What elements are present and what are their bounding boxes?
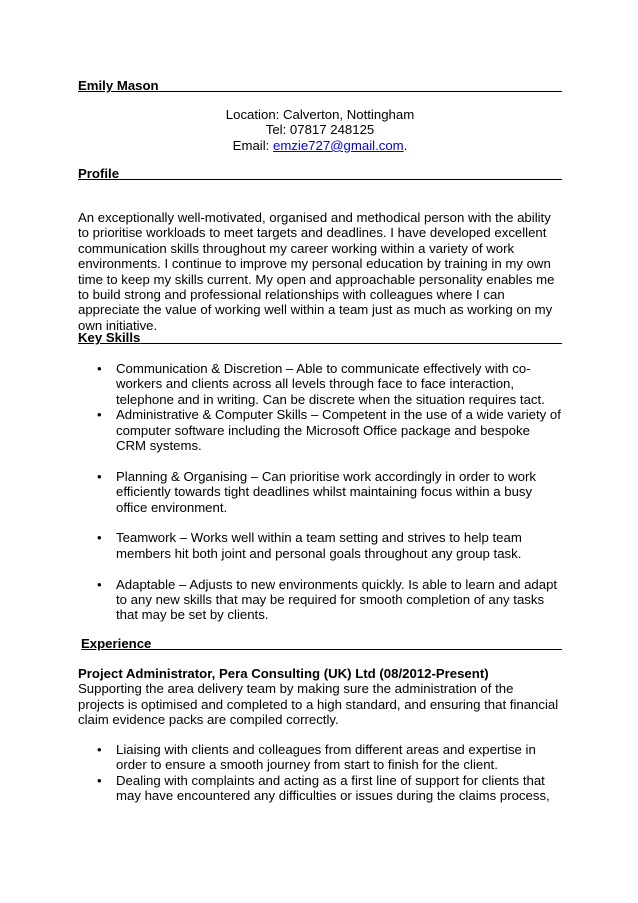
list-item: • Planning & Organising – Can prioritise work accordingly in order to work efficiently towards tight deadlines whilst maintaining focus within a busy office environment.: [78, 469, 562, 515]
location-line: Location: Calverton, Nottingham: [225, 107, 415, 122]
list-item: • Teamwork – Works well within a team setting and strives to help team members hit both joint and personal goals throughout any group task.: [78, 530, 562, 561]
email-suffix: .: [403, 137, 408, 153]
list-spacer: [78, 561, 562, 576]
experience-list: [78, 742, 562, 804]
contact-block: [78, 107, 562, 153]
skills-list: [78, 361, 562, 623]
experience-heading: [78, 636, 562, 651]
name-heading: [78, 78, 562, 93]
list-item: • Liaising with clients and colleagues from different areas and expertise in order to ensure a smooth journey from start to finish for the client.: [78, 742, 562, 773]
skills-heading: [78, 330, 562, 345]
profile-heading-text: Profile: [78, 166, 120, 181]
skills-heading-text: Key Skills: [78, 330, 141, 345]
profile-text: An exceptionally well-motivated, organised and methodical person with the ability to prioritise workloads to meet targets and deadlines. I have developed excellent communication skills throughout my career working within a variety of work environments. I continue to improve my personal education by training in my own time to keep my skills current. My open and approachable personality enables me to build strong and professional relationships with colleagues where I can appreciate the value of working well within a team just as much as working on my own initiative.: [78, 210, 555, 333]
list-spacer: [78, 515, 562, 530]
job-title: Project Administrator, Pera Consulting (UK) Ltd (08/2012-Present): [78, 666, 489, 681]
experience-heading-text: Experience: [81, 636, 152, 651]
email-label: Email:: [232, 137, 273, 153]
list-item: • Administrative & Computer Skills – Competent in the use of a wide variety of computer software including the Microsoft Office package and bespoke CRM systems.: [78, 407, 562, 453]
tel-line: Tel: 07817 248125: [265, 122, 375, 138]
profile-heading: [78, 166, 562, 181]
list-spacer: [78, 453, 562, 468]
email-link[interactable]: emzie727@gmail.com: [272, 137, 404, 153]
list-item: • Dealing with complaints and acting as a first line of support for clients that may have encountered any difficulties or issues during the claims process,: [78, 773, 562, 804]
list-item: • Communication & Discretion – Able to communicate effectively with co-workers and clients across all levels through face to face interaction, telephone and in writing. Can be discrete when the situation requires tact.: [78, 361, 562, 407]
job-summary: Supporting the area delivery team by making sure the administration of the projects is optimised and completed to a high standard, and ensuring that financial claim evidence packs are compiled correctly.: [78, 681, 559, 728]
list-item: • Adaptable – Adjusts to new environments quickly. Is able to learn and adapt to any new skills that may be required for smooth completion of any tasks that may be set by clients.: [78, 577, 562, 623]
email-line: [78, 138, 562, 153]
name-text: Emily Mason: [78, 78, 159, 93]
